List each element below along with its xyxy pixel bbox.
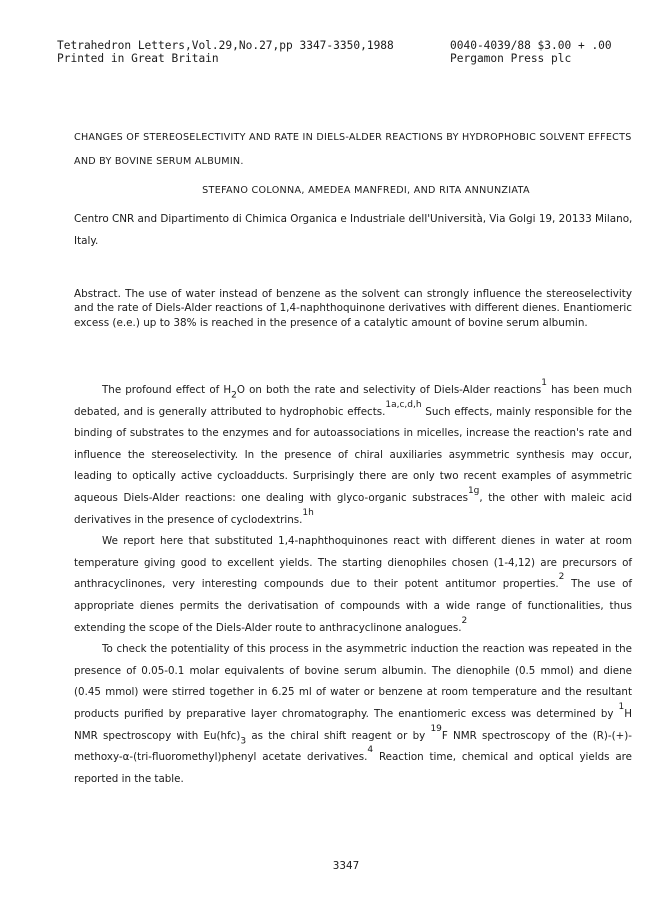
journal-header-left xyxy=(57,40,394,65)
subscript: 3 xyxy=(240,736,247,746)
text-run: We report here that substituted 1,4-naphthoquinones react with different dienes in water at room temperature giving good to excellent yields. The starting dienophiles chosen (1-4,12) are precursors of anthracyclinones, very interesting compounds due to their potent antitumor properties. xyxy=(74,535,632,591)
reference-marker: 4 xyxy=(367,745,374,755)
subscript: 2 xyxy=(231,390,237,401)
text-run: Such effects, mainly responsible for the binding of substrates to the enzymes and for autoassociations in micelles, increase the reaction's rate and influence the stereoselectivity. In the presence of chiral auxiliaries asymmetric synthesis may occur, leading to optically active cycloadducts. Surprisingly there are only two recent examples of asymmetric aqueous Diels-Alder reactions: one dealing with glyco-organic substraces xyxy=(74,405,632,504)
text-run: O on both the rate and selectivity of Diels-Alder reactions xyxy=(236,384,542,396)
paragraph-1 xyxy=(74,377,632,531)
reference-marker: 1h xyxy=(302,507,314,518)
reference-marker: 1a,c,d,h xyxy=(385,399,422,410)
reference-marker: 1 xyxy=(541,377,547,388)
article-authors: STEFANO COLONNA, AMEDEA MANFREDI, AND RITA ANNUNZIATA xyxy=(202,185,530,196)
publisher: Pergamon Press plc xyxy=(450,51,572,65)
article-title: CHANGES OF STEREOSELECTIVITY AND RATE IN DIELS-ALDER REACTIONS BY HYDROPHOBIC SOLVENT EFFECTS AND BY BOVINE SERUM ALBUMIN. xyxy=(74,132,632,167)
reference-marker: 2 xyxy=(461,615,468,626)
reference-marker: 2 xyxy=(558,572,565,583)
text-run: Reaction time, chemical and optical yields are reported in the table. xyxy=(74,751,632,785)
article-body xyxy=(74,377,632,790)
text-run: H NMR spectroscopy with Eu(hfc) xyxy=(74,707,632,742)
paragraph-3 xyxy=(74,639,632,790)
text-run: has been much debated, and is generally attributed to hydrophobic effects. xyxy=(74,384,632,418)
paragraph-2 xyxy=(74,531,632,639)
text-run: The profound effect of H xyxy=(102,384,232,396)
printed-location: Printed in Great Britain xyxy=(57,51,219,65)
journal-header-right xyxy=(450,40,612,65)
abstract: Abstract. The use of water instead of benzene as the solvent can strongly influence the stereoselectivity and the rate of Diels-Alder reactions of 1,4-naphthoquinone derivatives with different dienes. Enantiomeric excess (e.e.) up to 38% is reached in the presence of a catalytic amount of bovine serum albumin. xyxy=(74,288,632,329)
text-run: , the other with maleic acid derivatives in the presence of cyclodextrins. xyxy=(74,491,632,526)
text-run: F NMR spectroscopy of the (R)-(+)-methoxy-α-(tri-fluoromethyl)phenyl acetate derivatives. xyxy=(74,729,632,764)
text-run: as the chiral shift reagent or by xyxy=(246,729,431,742)
isotope-superscript: 1 xyxy=(618,701,625,712)
price-code: 0040-4039/88 $3.00 + .00 xyxy=(450,39,612,52)
text-run: To check the potentiality of this process in the asymmetric induction the reaction was repeated in the presence of 0.05-0.1 molar equivalents of bovine serum albumin. The dienophile (0.5 mmol) and diene (0.45 mmol) were stirred together in 6.25 ml of water or benzene at room temperature and the resultant products purified by preparative layer chromatography. The enantiomeric excess was determined by xyxy=(74,643,632,720)
isotope-superscript: 19 xyxy=(430,723,442,734)
reference-marker: 1g xyxy=(467,485,480,496)
text-run: The use of appropriate dienes permits the derivatisation of compounds with a wide range of functionalities, thus extending the scope of the Diels-Alder route to anthracyclinone analogues. xyxy=(74,578,632,634)
author-affiliation: Centro CNR and Dipartimento di Chimica Organica e Industriale dell'Università, Via Golgi 19, 20133 Milano, Italy. xyxy=(74,213,633,247)
page-number: 3347 xyxy=(332,860,360,872)
journal-citation: Tetrahedron Letters,Vol.29,No.27,pp 3347-3350,1988 xyxy=(57,39,394,52)
